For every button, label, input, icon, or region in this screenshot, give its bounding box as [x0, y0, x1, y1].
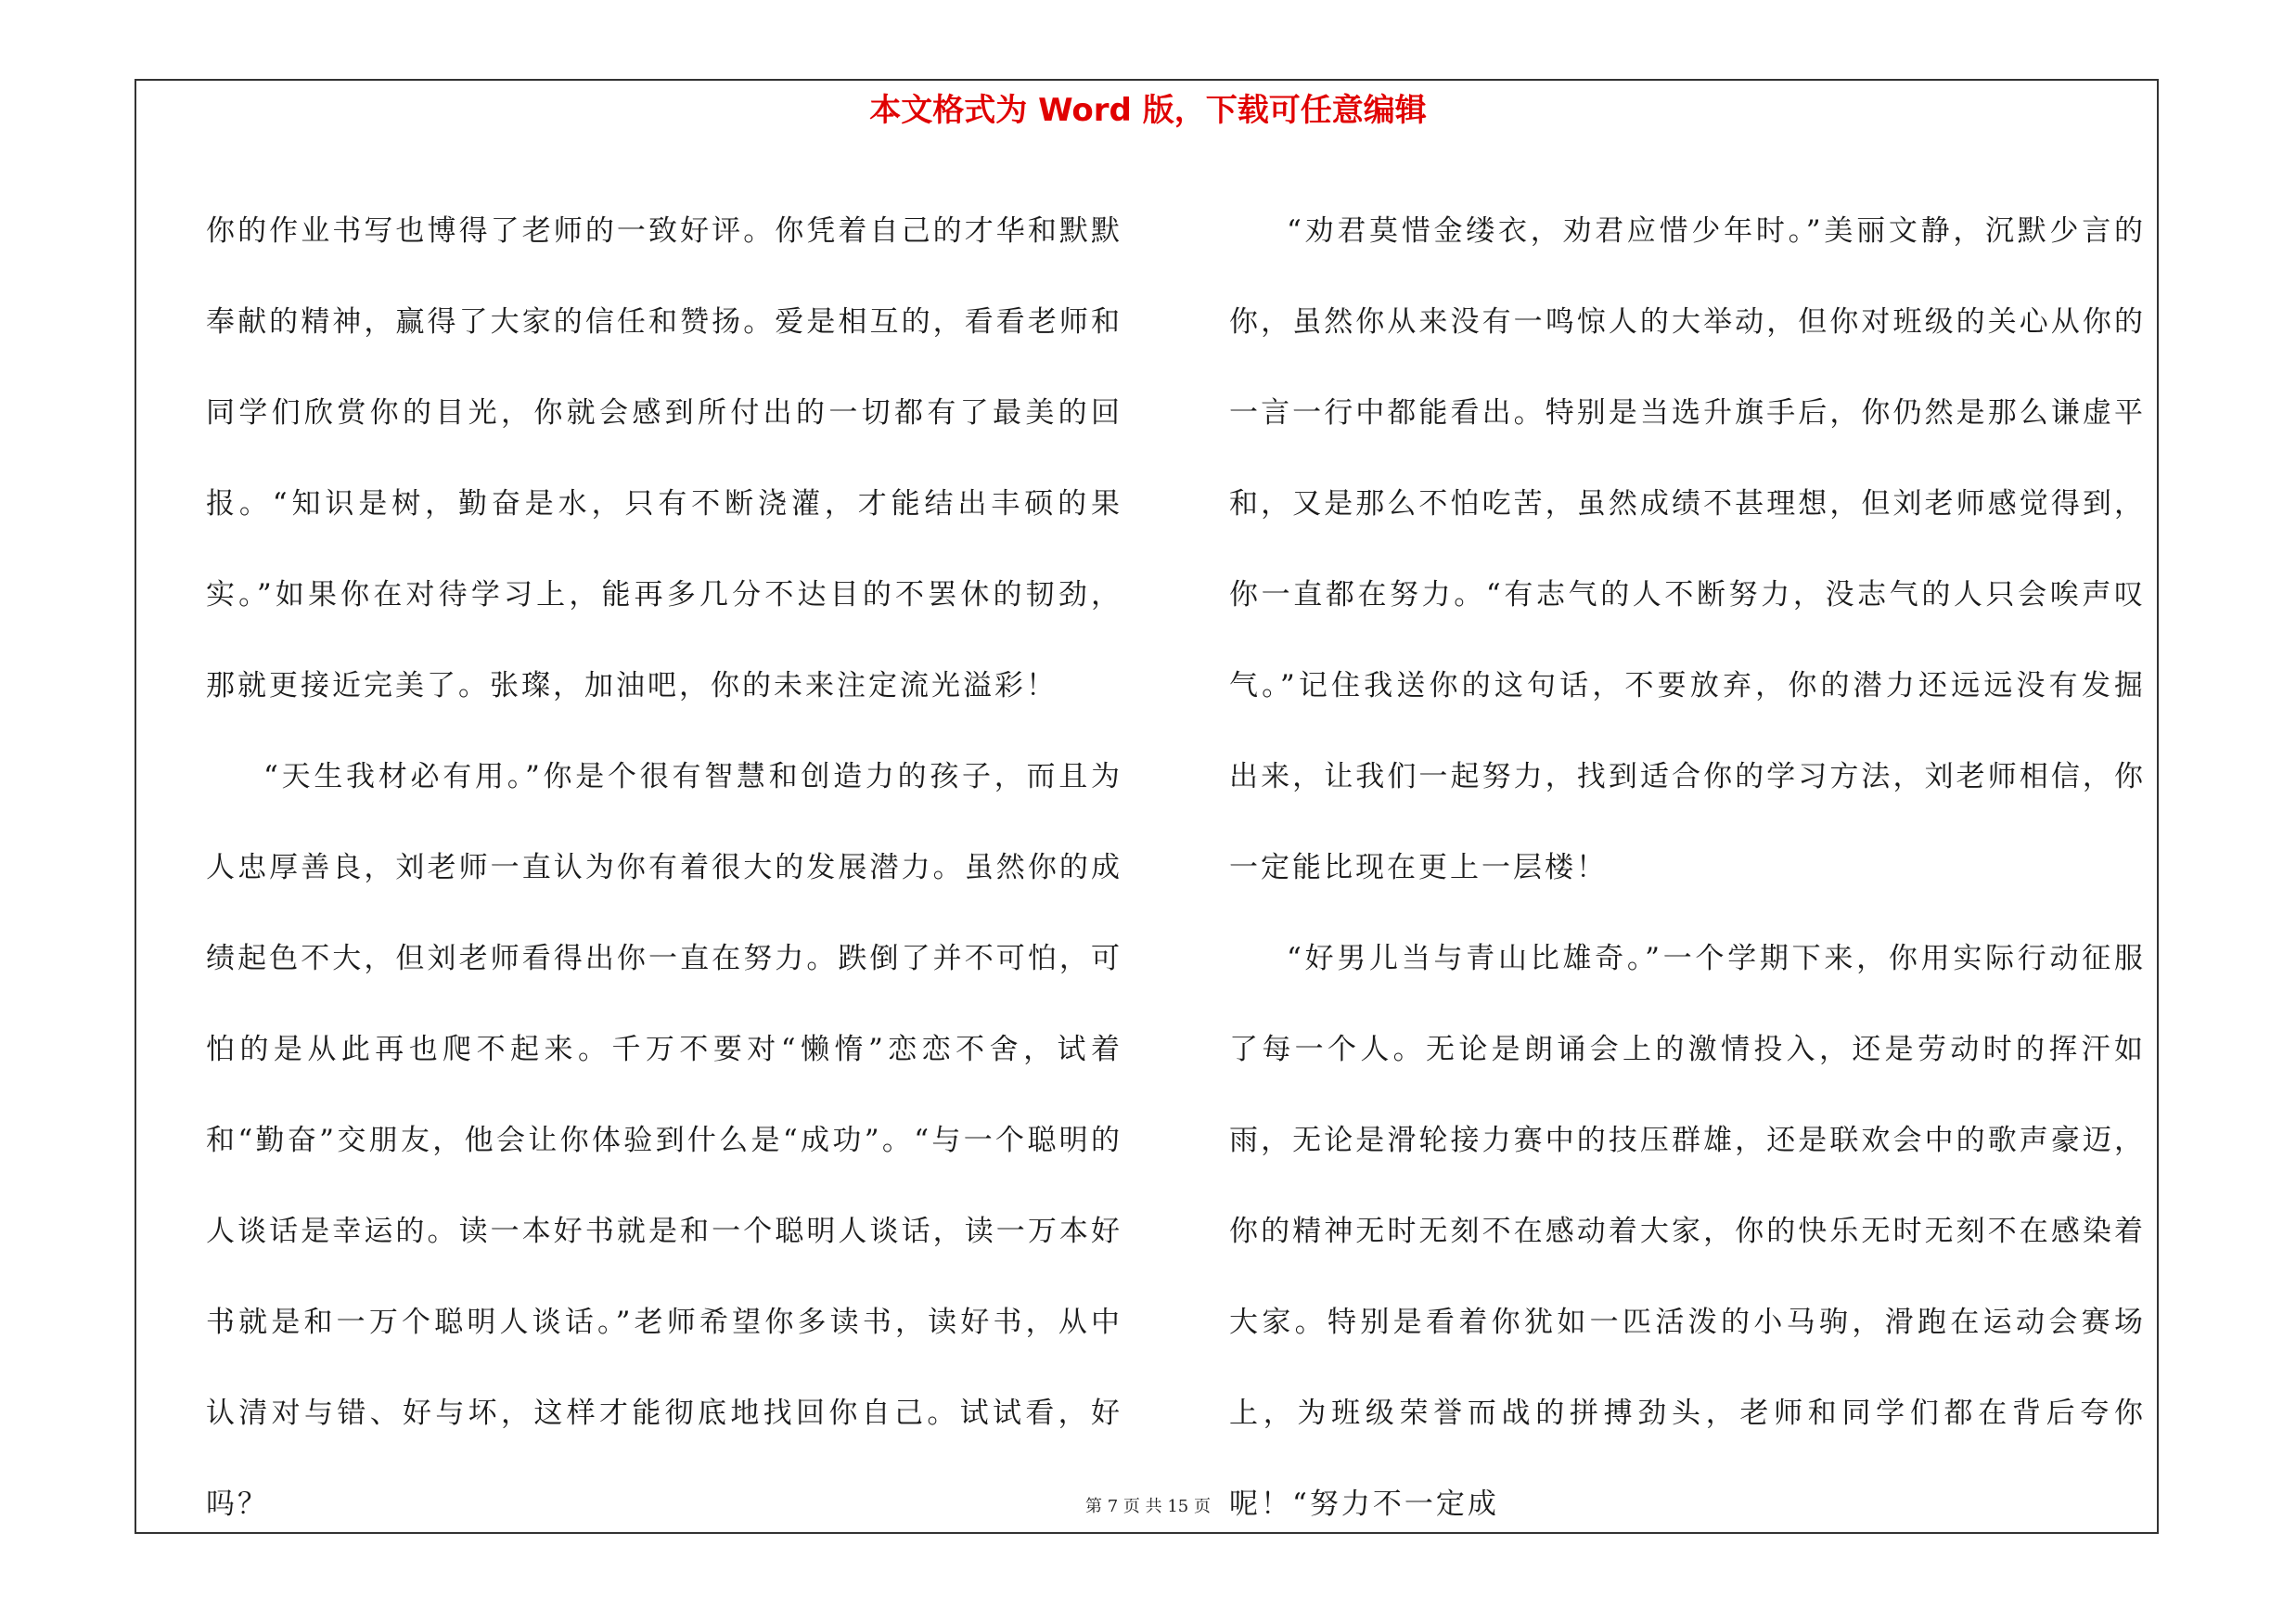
format-notice-banner: 本文格式为 Word 版，下载可任意编辑 [869, 92, 1427, 129]
left-paragraph-1: 你的作业书写也博得了老师的一致好评。你凭着自己的才华和默默奉献的精神，赢得了大家的信任和赞扬。爱是相互的，看看老师和同学们欣赏你的目光，你就会感到所付出的一切都有了最美的回报。“知识是树，勤奋是水，只有不断浇灌，才能结出丰硕的果实。”如果你在对待学习上，能再多几分不达目的不罢休的韧劲，那就更接近完美了。张璨，加油吧，你的未来注定流光溢彩！ [206, 214, 1122, 702]
page-number-footer: 第 7 页 共 15 页 [1085, 1497, 1211, 1516]
right-text-column [1229, 186, 2146, 1550]
right-paragraph-2: “好男儿当与青山比雄奇。”一个学期下来，你用实际行动征服了每一个人。无论是朗诵会上的激情投入，还是劳动时的挥汗如雨，无论是滑轮接力赛中的技压群雄，还是联欢会中的歌声豪迈，你的精神无时无刻不在感动着大家，你的快乐无时无刻不在感染着大家。特别是看着你犹如一匹活泼的小马驹，滑跑在运动会赛场上，为班级荣誉而战的拼搏劲头，老师和同学们都在背后夸你呢！“努力不一定成 [1229, 942, 2146, 1521]
right-paragraph-1: “劝君莫惜金缕衣，劝君应惜少年时。”美丽文静，沉默少言的你，虽然你从来没有一鸣惊人的大举动，但你对班级的关心从你的一言一行中都能看出。特别是当选升旗手后，你仍然是那么谦虚平和，又是那么不怕吃苦，虽然成绩不甚理想，但刘老师感觉得到，你一直都在努力。“有志气的人不断努力，没志气的人只会唉声叹气。”记住我送你的这句话，不要放弃，你的潜力还远远没有发掘出来，让我们一起努力，找到适合你的学习方法，刘老师相信，你一定能比现在更上一层楼！ [1229, 214, 2146, 884]
left-paragraph-2: “天生我材必有用。”你是个很有智慧和创造力的孩子，而且为人忠厚善良，刘老师一直认为你有着很大的发展潜力。虽然你的成绩起色不大，但刘老师看得出你一直在努力。跌倒了并不可怕，可怕的是从此再也爬不起来。千万不要对“懒惰”恋恋不舍，试着和“勤奋”交朋友，他会让你体验到什么是“成功”。“与一个聪明的人谈话是幸运的。读一本好书就是和一个聪明人谈话，读一万本好书就是和一万个聪明人谈话。”老师希望你多读书，读好书，从中认清对与错、好与坏，这样才能彻底地找回你自己。试试看，好吗？ [206, 760, 1122, 1521]
left-text-column [206, 186, 1122, 1550]
